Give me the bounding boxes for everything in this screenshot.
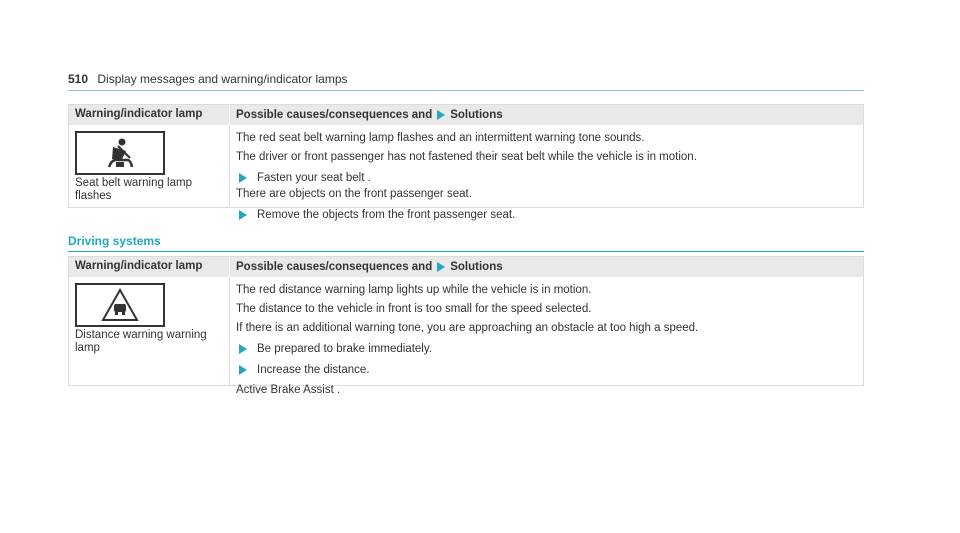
lamp-label: Distance warning warning lamp: [75, 329, 207, 354]
cause-text: The red distance warning lamp lights up while the vehicle is in motion.: [236, 284, 592, 296]
page-header-title: Display messages and warning/indicator lamps: [97, 72, 348, 86]
lamp-cell: [69, 125, 229, 207]
solution-step: Increase the distance.: [236, 362, 857, 378]
seatbelt-warning-icon: [75, 131, 165, 175]
solution-step: Remove the objects from the front passenger seat.: [236, 207, 857, 223]
page-header: [68, 72, 864, 91]
solution-step: Fasten your seat belt .: [236, 170, 857, 186]
arrow-right-icon: [437, 262, 445, 272]
causes-column-header: Possible causes/consequences and Solutions: [229, 105, 863, 125]
seatbelt-table: [68, 104, 864, 221]
table-row: [69, 277, 863, 396]
arrow-right-icon: [239, 173, 247, 183]
section-title: Driving systems: [68, 234, 864, 252]
lamp-cell: [69, 277, 229, 385]
table-header-row: [69, 257, 863, 277]
distance-warning-icon: [75, 283, 165, 327]
solution-step: Be prepared to brake immediately.: [236, 341, 857, 357]
causes-cell: [229, 125, 863, 221]
cause-text: There are objects on the front passenger seat.: [236, 188, 472, 200]
page-number: 510: [68, 72, 89, 86]
lamp-label: Seat belt warning lamp flashes: [75, 177, 192, 202]
causes-cell: [229, 277, 863, 396]
system-name: Active Brake Assist .: [236, 384, 341, 396]
cause-text: The red seat belt warning lamp flashes and an intermittent warning tone sounds.: [236, 132, 645, 144]
table-row: [69, 125, 863, 221]
arrow-right-icon: [239, 210, 247, 220]
cause-text: If there is an additional warning tone, you are approaching an obstacle at too high a speed.: [236, 322, 699, 334]
table-header-row: [69, 105, 863, 125]
lamp-column-header: Warning/indicator lamp: [75, 108, 203, 120]
distance-table: [68, 256, 864, 396]
cause-text: The driver or front passenger has not fastened their seat belt while the vehicle is in motion.: [236, 151, 697, 163]
arrow-right-icon: [239, 344, 247, 354]
lamp-column-header: Warning/indicator lamp: [75, 260, 203, 272]
causes-column-header: Possible causes/consequences and Solutions: [229, 257, 863, 277]
cause-text: The distance to the vehicle in front is too small for the speed selected.: [236, 303, 592, 315]
arrow-right-icon: [437, 110, 445, 120]
arrow-right-icon: [239, 365, 247, 375]
